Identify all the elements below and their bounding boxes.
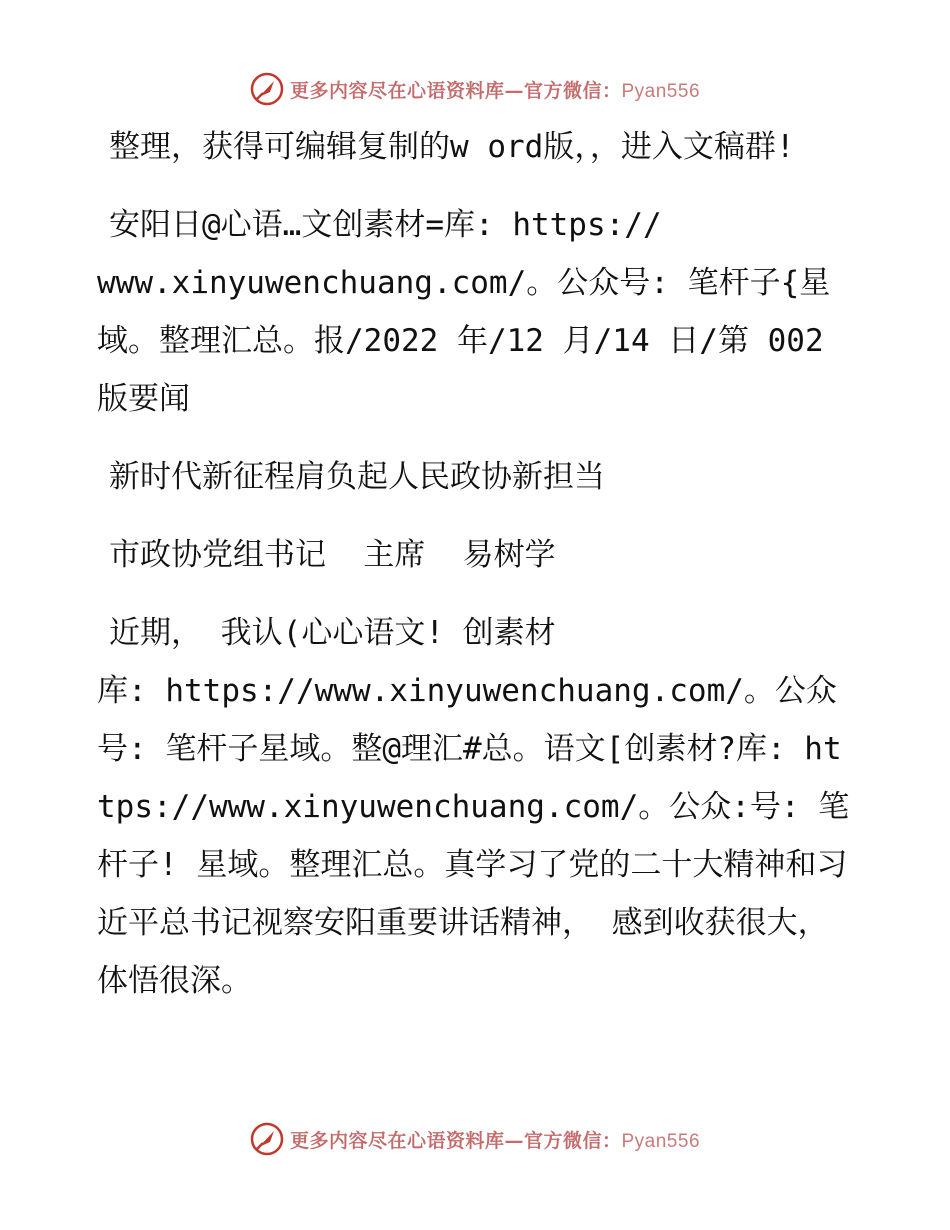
banner-text [290, 76, 700, 103]
banner-label: 更多内容尽在心语资料库—官方微信： [289, 79, 622, 102]
document-body [97, 118, 857, 1030]
header-banner [0, 72, 950, 106]
paragraph-source: 安阳日@心语…文创素材=库: https:// www.xinyuwenchuang.com/。公众号: 笔杆子{星域。整理汇总。报/2022 年/12 月/14 日/第 002 版要闻 [97, 207, 831, 417]
banner-text [290, 1126, 700, 1153]
footer-banner [0, 1122, 950, 1156]
feather-pen-logo-icon [250, 1122, 284, 1156]
article-author: 市政协党组书记 主席 易树学 [109, 537, 556, 573]
feather-pen-logo-icon [250, 72, 284, 106]
article-title: 新时代新征程肩负起人民政协新担当 [109, 459, 605, 495]
paragraph-body: 近期， 我认(心心语文! 创素材 库: https://www.xinyuwenchuang.com/。公众号: 笔杆子星域。整@理汇#总。语文[创素材?库: https://www.xinyuwenchuang.com/。公众:号: 笔杆子! 星域。整理汇总。真学习了党的二十大精神和习近平总书记视察安阳重要讲话精神， 感到收获很大，体悟很深。 [97, 615, 850, 999]
banner-wechat-id: Pyan556 [621, 1130, 701, 1152]
banner-wechat-id: Pyan556 [621, 80, 701, 102]
banner-label: 更多内容尽在心语资料库—官方微信： [289, 1129, 622, 1152]
paragraph-intro: 整理，获得可编辑复制的w ord版，，进入文稿群! [109, 129, 795, 165]
